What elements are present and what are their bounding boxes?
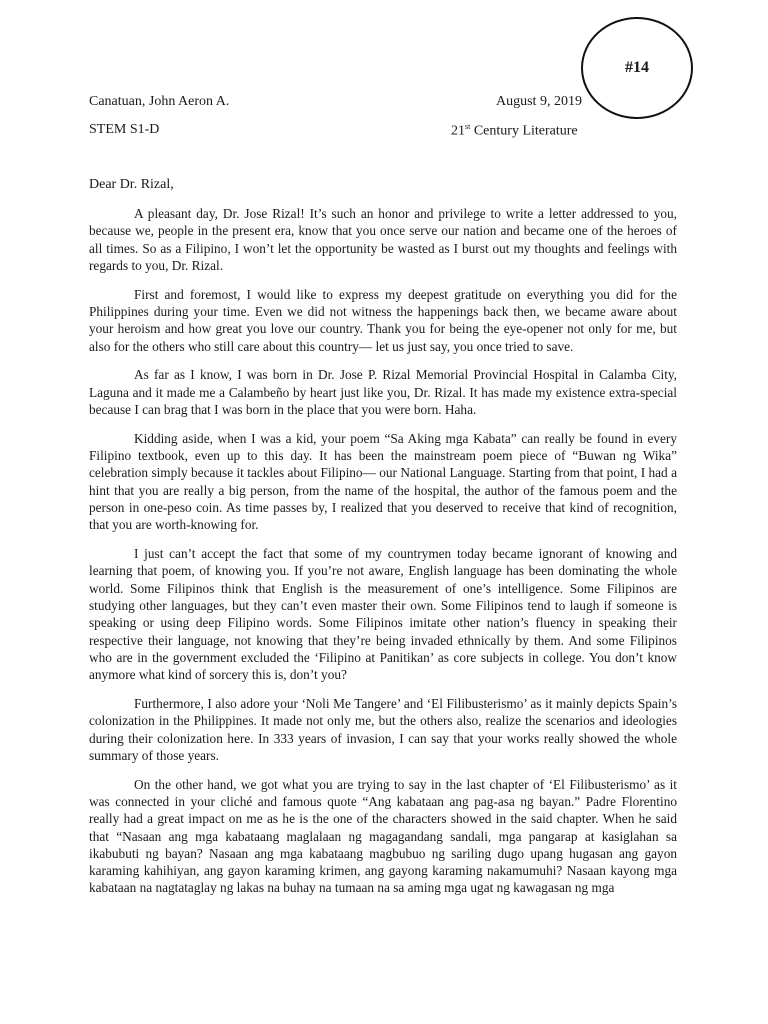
salutation: Dear Dr. Rizal, <box>89 177 174 192</box>
body-paragraph: First and foremost, I would like to express my deepest gratitude on everything you did for the Philippines during your time. Even we did not witness the happenings back then, we became aware about your heroism and how great you love our country. Thank you for being the eye-opener not only for me, but also for the others who still care about this country— let us just say, you once tried to save. <box>89 286 677 354</box>
course-ordinal: 21 <box>451 123 465 139</box>
letter-body <box>89 205 677 908</box>
body-paragraph: Furthermore, I also adore your ‘Noli Me Tangere’ and ‘El Filibusterismo’ as it mainly depicts Spain’s colonization in the Philippines. It made not only me, but the others also, realize the scenarios and ideologies during their colonization here. In 333 years of invasion, I can say that your works really showed the whole summary of those years. <box>89 695 677 763</box>
section-label: STEM S1-D <box>89 122 160 137</box>
body-paragraph: On the other hand, we got what you are trying to say in the last chapter of ‘El Filibusterismo’ as it was connected in your cliché and famous quote “Ang kabataan ang pag-asa ng bayan.” Padre Florentino really had a great impact on me as he is the one of the characters showed in the said chapter. When he said that “Nasaan ang mga kabataang maglalaan ng magagandang sandali, mga pangarap at kasiglahan sa ikabubuti ng bayan? Nasaan ang mga kabataang magbubuo ng sariling dugo upang hugasan ang gayon karaming kahihiyan, ang gayon karaming krimen, ang gayong karaming nakamumuhi? Nasaan kayong mga kabataan na nagtataglay ng lakas na buhay na tumaan na sa aming mga ugat ng kawagasan ng mga <box>89 776 677 896</box>
number-badge <box>581 17 693 119</box>
course-ordinal-suffix: st <box>465 122 471 131</box>
course-name: Century Literature <box>470 123 578 139</box>
author-name: Canatuan, John Aeron A. <box>89 94 230 109</box>
letter-date: August 9, 2019 <box>496 94 582 109</box>
number-badge-label: #14 <box>625 59 649 76</box>
body-paragraph: Kidding aside, when I was a kid, your poem “Sa Aking mga Kabata” can really be found in every Filipino textbook, even up to this day. It has been the mainstream poem piece of “Buwan ng Wika” celebration simply because it tackles about Filipino— our National Language. Starting from that point, I had a hint that you are really a big person, from the name of the hospital, the author of the famous poem and the person in one-peso coin. As time passes by, I realized that you deserved to receive that kind of recognition, that you are worth-knowing for. <box>89 430 677 533</box>
body-paragraph: A pleasant day, Dr. Jose Rizal! It’s such an honor and privilege to write a letter addressed to you, because we, people in the present era, know that you once serve our nation and became one of the heroes of all times. So as a Filipino, I won’t let the opportunity be wasted as I burst out my thoughts and feelings with regards to you, Dr. Rizal. <box>89 206 677 273</box>
course-title <box>451 122 578 140</box>
body-paragraph: I just can’t accept the fact that some of my countrymen today became ignorant of knowing and learning that poem, of knowing you. If you’re not aware, English language has been dominating the whole world. Some Filipinos think that English is the measurement of one’s intelligence. Some Filipinos are studying other languages, but they can’t even master their own. Some Filipinos tend to laugh if someone is speaking or using deep Filipino words. Some Filipinos imitate other nation’s fluency in speaking their respective their language, not knowing that they’re being invaded ethnically by them. And some Filipinos who are in the government excluded the ‘Filipino at Panitikan’ as core subjects in college. You don’t know anymore what kind of sorcery this is, don’t you? <box>89 546 677 683</box>
body-paragraph: As far as I know, I was born in Dr. Jose P. Rizal Memorial Provincial Hospital in Calamba City, Laguna and it made me a Calambeño by heart just like you, Dr. Rizal. It has made my existence extra-special because I can brag that I was born in the place that you were born. Haha. <box>89 367 677 417</box>
